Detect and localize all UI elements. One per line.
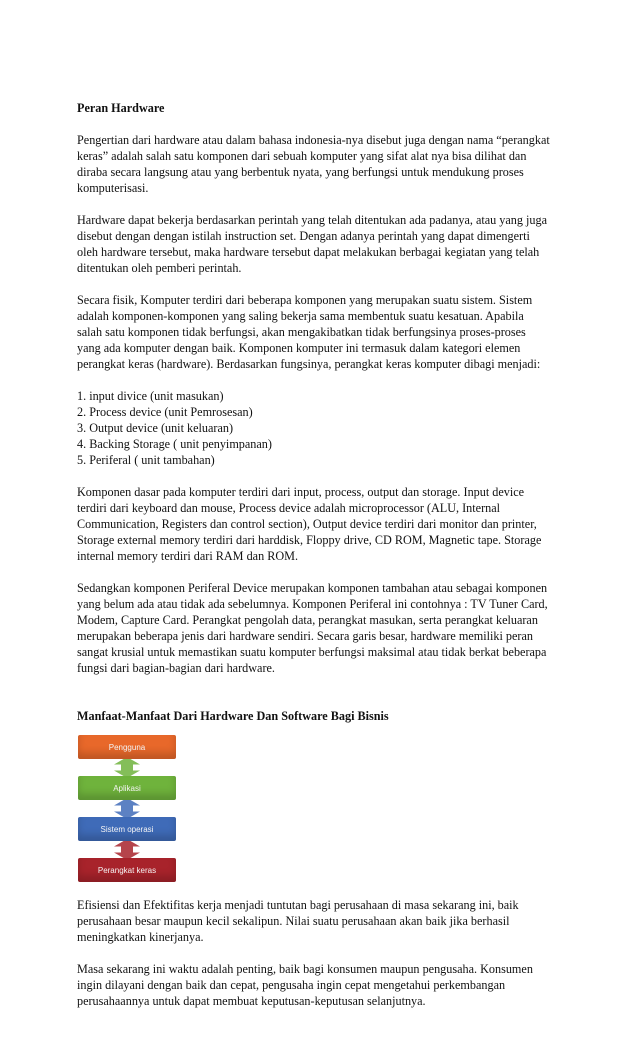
text-line: diraba secara langsung atau yang berbentuk nyata, yang berfungsi untuk mendukung proses — [77, 165, 524, 179]
layer-label: Aplikasi — [113, 783, 141, 793]
paragraph-masa-sekarang — [77, 961, 577, 1009]
text-line: oleh hardware tersebut, maka hardware tersebut dapat melakukan berbagai kegiatan yang telah — [77, 245, 540, 259]
layer-aplikasi — [78, 776, 176, 800]
paragraph-periferal — [77, 580, 577, 676]
text-line: Masa sekarang ini waktu adalah penting, baik bagi konsumen maupun pengusaha. Konsumen — [77, 962, 533, 976]
text-line: Pengertian dari hardware atau dalam bahasa indonesia-nya disebut juga dengan nama “perangkat — [77, 133, 550, 147]
layer-sistem-operasi — [78, 817, 176, 841]
text-line: merupakan beberapa jenis dari hardware sendiri. Secara garis besar, hardware memiliki peran — [77, 629, 533, 643]
paragraph-secara-fisik — [77, 292, 577, 372]
text-line: Sedangkan komponen Periferal Device merupakan komponen tambahan atau sebagai komponen — [77, 581, 548, 595]
text-line: meningkatkan kinerjanya. — [77, 930, 204, 944]
layer-perangkat-keras — [78, 858, 176, 882]
text-line: Modem, Capture Card. Perangkat pengolah data, perangkat masukan, serta perangkat keluaran — [77, 613, 538, 627]
layer-pengguna — [78, 735, 176, 759]
text-line: perusahaannya untuk dapat membuat keputusan-keputusan selanjutnya. — [77, 994, 426, 1008]
text-line: adalah komponen-komponen yang saling bekerja sama membentuk suatu kesatuan. Apabila — [77, 309, 524, 323]
paragraph-komponen-dasar — [77, 484, 577, 564]
layer-label: Sistem operasi — [100, 824, 154, 834]
text-line: Storage external memory terdiri dari harddisk, Floppy drive, CD ROM, Magnetic tape. Storage — [77, 533, 542, 547]
layer-connector-arrow — [114, 757, 140, 778]
text-line: keras” adalah salah satu komponen dari sebuah komputer yang sifat alat nya bisa dilihat dan — [77, 149, 527, 163]
list-item: 2. Process device (unit Pemrosesan) — [77, 405, 253, 419]
text-line: internal memory terdiri dari RAM dan ROM. — [77, 549, 299, 563]
text-line: fungsi dari bagian-bagian dari hardware. — [77, 661, 275, 675]
text-line: Efisiensi dan Efektifitas kerja menjadi tuntutan bagi perusahaan di masa sekarang ini, baik — [77, 898, 519, 912]
list-item: 1. input divice (unit masukan) — [77, 389, 224, 403]
text-line: yang belum ada atau tidak ada sebelumnya. Komponen Periferal ini contohnya : TV Tuner Card, — [77, 597, 548, 611]
section-title-manfaat: Manfaat-Manfaat Dari Hardware Dan Software Bagi Bisnis — [77, 709, 389, 723]
layer-connector-arrow — [114, 839, 140, 860]
list-item: 5. Periferal ( unit tambahan) — [77, 453, 215, 467]
paragraph-instruction-set — [77, 212, 577, 276]
text-line: salah satu komponen tidak berfungsi, akan mengakibatkan tidak berfungsinya proses-proses — [77, 325, 526, 339]
text-line: terdiri dari keyboard dan mouse, Process device adalah microprocessor (ALU, Internal — [77, 501, 501, 515]
system-layer-diagram — [78, 735, 176, 883]
document-page — [77, 100, 577, 1009]
list-item: 4. Backing Storage ( unit penyimpanan) — [77, 437, 272, 451]
paragraph-efisiensi — [77, 897, 577, 945]
text-line: perangkat keras (hardware). Berdasarkan fungsinya, perangkat keras komputer dibagi menjadi: — [77, 357, 541, 371]
text-line: Communication, Registers dan control section), Output device terdiri dari monitor dan printer, — [77, 517, 537, 531]
text-line: komputerisasi. — [77, 181, 149, 195]
text-line: sangat krusial untuk memastikan suatu komputer berfungsi maksimal atau tidak berkat beberapa — [77, 645, 547, 659]
text-line: ditentukan oleh pemberi perintah. — [77, 261, 242, 275]
section-title-peran-hardware: Peran Hardware — [77, 101, 165, 115]
paragraph-pengertian — [77, 132, 577, 196]
text-line: Hardware dapat bekerja berdasarkan perintah yang telah ditentukan ada padanya, atau yang juga — [77, 213, 548, 227]
text-line: yang ada komputer dengan baik. Komponen komputer ini termasuk dalam kategori elemen — [77, 341, 521, 355]
text-line: Secara fisik, Komputer terdiri dari beberapa komponen yang merupakan suatu sistem. Sistem — [77, 293, 533, 307]
text-line: ingin dilayani dengan baik dan cepat, pengusaha ingin cepat mengetahui perkembangan — [77, 978, 506, 992]
layer-label: Perangkat keras — [97, 865, 157, 875]
layer-connector-arrow — [114, 798, 140, 819]
text-line: disebut dengan dengan istilah instruction set. Dengan adanya perintah yang dapat dimengerti — [77, 229, 530, 243]
hardware-unit-list — [77, 388, 577, 468]
text-line: perusahaan besar maupun kecil sekalipun. Nilai suatu perusahaan akan baik jika berhasil — [77, 914, 510, 928]
layer-label: Pengguna — [108, 742, 146, 752]
text-line: Komponen dasar pada komputer terdiri dari input, process, output dan storage. Input device — [77, 485, 525, 499]
list-item: 3. Output device (unit keluaran) — [77, 421, 234, 435]
